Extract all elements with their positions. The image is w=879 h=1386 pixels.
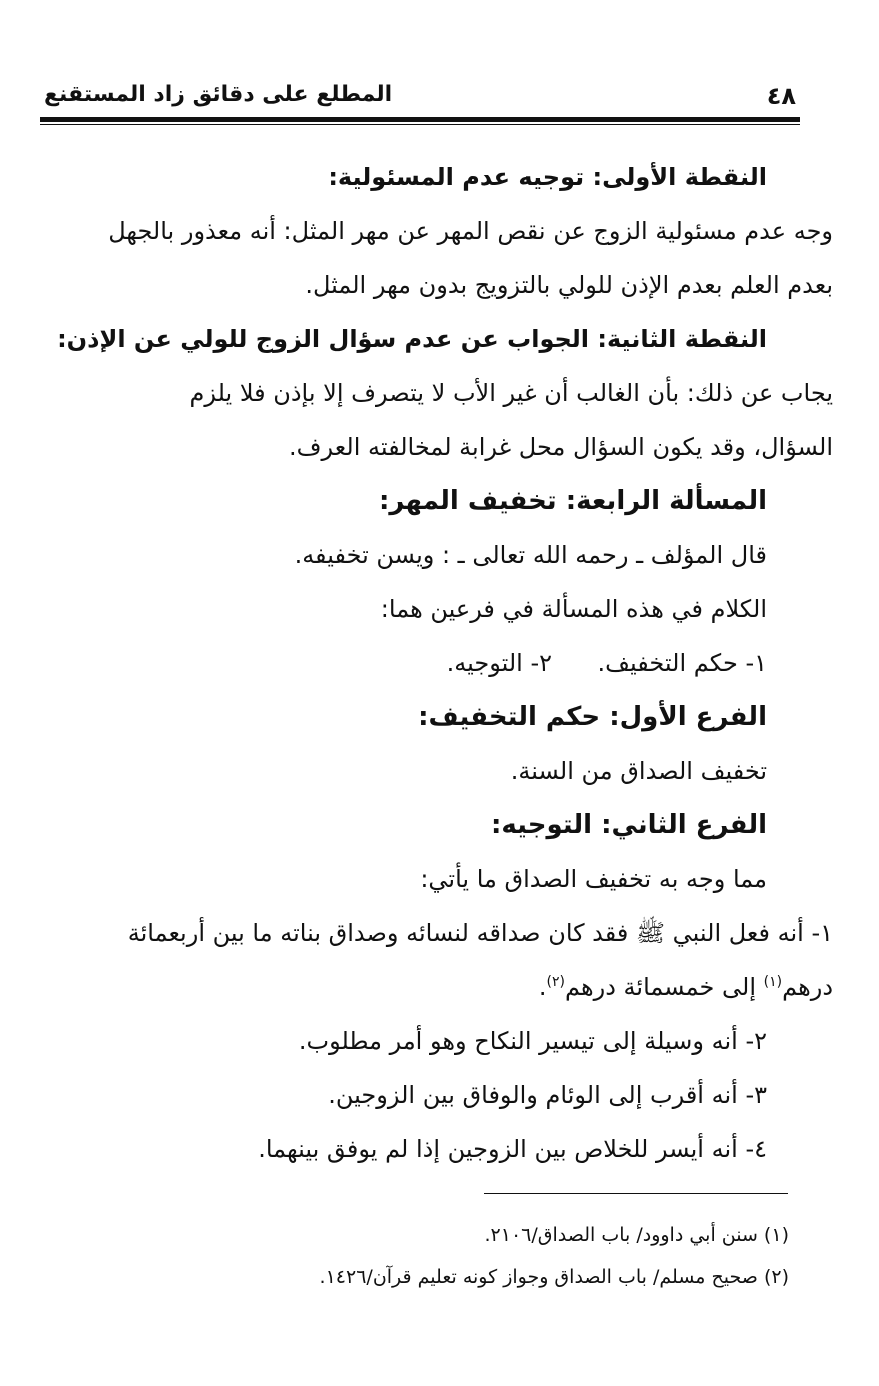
- header-rule-thin: [40, 124, 800, 125]
- branch-one-text: تخفيف الصداق من السنة.: [510, 757, 767, 785]
- branch-item-1: ١- حكم التخفيف.: [597, 649, 767, 677]
- running-title: المطلع على دقائق زاد المستقنع: [44, 82, 393, 107]
- footnote-ref-2[interactable]: (٢): [546, 974, 565, 990]
- footnote-ref-1[interactable]: (١): [763, 974, 783, 990]
- branches-intro: الكلام في هذه المسألة في فرعين هما:: [380, 595, 767, 623]
- footnotes: [48, 1214, 789, 1298]
- page-number: ٤٨: [766, 82, 796, 110]
- list-item-1: ١- أنه فعل النبي ﷺ فقد كان صداقه لنسائه وصداق بناته ما بين أربعمائة: [127, 919, 833, 947]
- paragraph-line: السؤال، وقد يكون السؤال محل غرابة لمخالفته العرف.: [289, 433, 833, 461]
- heading-point-two: النقطة الثانية: الجواب عن عدم سؤال الزوج للولي عن الإذن:: [57, 325, 767, 353]
- main-text: [48, 150, 833, 1176]
- paragraph-line: يجاب عن ذلك: بأن الغالب أن غير الأب لا يتصرف إلا بإذن فلا يلزم: [189, 379, 833, 407]
- text-span: .: [538, 973, 547, 1001]
- footnote-1: (١) سنن أبي داوود/ باب الصداق/٢١٠٦.: [484, 1224, 789, 1246]
- list-item-3: ٣- أنه أقرب إلى الوئام والوفاق بين الزوجين.: [328, 1081, 767, 1109]
- list-item-2: ٢- أنه وسيلة إلى تيسير النكاح وهو أمر مطلوب.: [298, 1027, 767, 1055]
- heading-point-one: النقطة الأولى: توجيه عدم المسئولية:: [328, 163, 767, 191]
- header-rule-thick: [40, 117, 800, 122]
- branches-list: [48, 636, 767, 690]
- heading-branch-one: الفرع الأول: حكم التخفيف:: [418, 702, 767, 732]
- heading-issue-four: المسألة الرابعة: تخفيف المهر:: [378, 486, 767, 516]
- heading-branch-two: الفرع الثاني: التوجيه:: [490, 810, 767, 840]
- paragraph-line: بعدم العلم بعدم الإذن للولي بالتزويج بدون مهر المثل.: [305, 271, 833, 299]
- list-item-4: ٤- أنه أيسر للخلاص بين الزوجين إذا لم يوفق بينهما.: [258, 1135, 767, 1163]
- list-item-1-continued: [48, 960, 833, 1014]
- page-header: [40, 82, 800, 118]
- footnote-separator: [484, 1193, 788, 1194]
- author-quote: قال المؤلف ـ رحمه الله تعالى ـ : ويسن تخفيفه.: [294, 541, 767, 569]
- text-span: درهم: [782, 973, 833, 1001]
- text-span: إلى خمسمائة درهم: [564, 973, 764, 1001]
- branch-item-2: ٢- التوجيه.: [446, 649, 552, 677]
- branch-two-intro: مما وجه به تخفيف الصداق ما يأتي:: [420, 865, 767, 893]
- paragraph-line: وجه عدم مسئولية الزوج عن نقص المهر عن مهر المثل: أنه معذور بالجهل: [108, 217, 833, 245]
- footnote-2: (٢) صحيح مسلم/ باب الصداق وجواز كونه تعليم قرآن/١٤٢٦.: [319, 1266, 789, 1288]
